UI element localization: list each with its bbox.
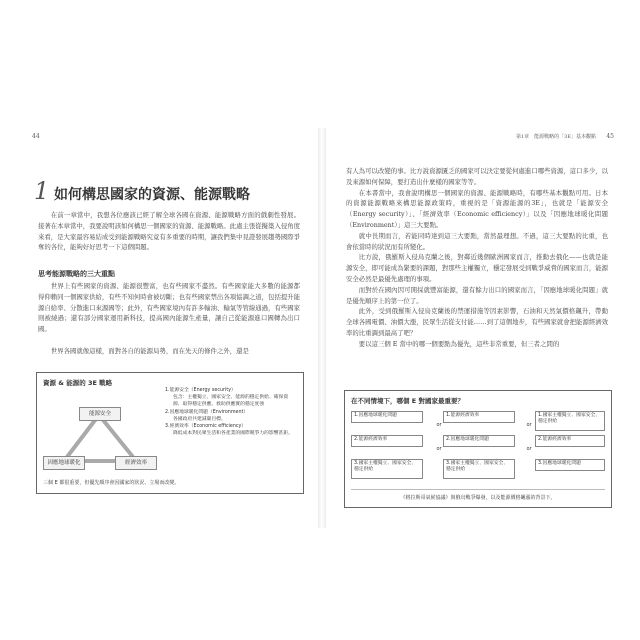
col-c-rank-3: 3.因應地球暖化問題 <box>535 459 605 471</box>
chapter-number: 1 <box>34 177 50 205</box>
page-number: 45 <box>606 133 614 140</box>
col-a-rank-1: 1.因應地球暖化問題 <box>351 411 423 423</box>
right-paragraph-6: 此外，受到俄羅斯入侵烏克蘭後的禁運措施等因素影響，石油和天然氣價格飆升，帶動全球各國電價、油價大漲，民眾生活從支付能……到了這個地步，有些國家就會把能源經濟效率的比重調到最高了吧？ <box>346 307 608 337</box>
triangle-edge-right <box>99 415 133 457</box>
intro-paragraph <box>38 210 300 266</box>
item-3-heading: 3.經濟效率（Economic efficiency） <box>165 424 247 430</box>
triangle-edge-left <box>67 415 99 457</box>
col-c-rank-1: 1.國家主權獨立、國家安全、穩定供給 <box>535 411 605 431</box>
book-spine-gutter <box>318 128 326 528</box>
right-paragraph-3: 就中長期而言，若能同時達到這三大要點，當然最理想。不過，這三大要點的比重，也會依當時的狀況而有所變化。 <box>346 231 608 251</box>
figure-3e-strategy <box>36 372 304 494</box>
right-paragraph-7: 要以這三個 E 當中的哪一個要點為優先，這些非常重要，但三者之間的 <box>358 339 560 348</box>
chapter-title: 如何構思國家的資源、能源戰略 <box>54 187 250 203</box>
right-paragraph-1: 有人為可以改變的事。比方說資源匱乏的國家可以決定要從何處進口哪些資源，這口多少，以及來源如何保障，要打造出什麼樣的國家等等。 <box>346 167 608 186</box>
figure-title: 在不同情境下，哪個 E 對國家最重要？ <box>351 397 464 405</box>
body-paragraph-1 <box>38 281 300 347</box>
figure-title: 資源 & 能源的 3E 戰略 <box>43 379 113 387</box>
col-c-rank-2: 2.能源經濟效率 <box>535 435 605 447</box>
running-head: 第1章 能源戰略的「3E」基本觀點 <box>515 134 596 140</box>
section-heading: 思考能源戰略的三大重點 <box>38 270 115 278</box>
item-1-detail: 包含：主權獨立、國家安全、能源的穩定供給、確保資源、取得穩定供應、救助供應實的穩定度強 <box>173 395 289 408</box>
or-label: or <box>436 446 442 452</box>
intro-text: 在前一章當中，我想各位應該已經了解全球各國在資源、能源戰略方面的戲劇性發展。接著在本章當中，我要說明該如何構思一個國家的資源、能源戰略。此處主張從擬築入侵角度來看，是大家最容易結成受到能源戰略究竟有多重要的時期，讓我們集中見證發展趨勢國際爭奪的各位，能夠好好思考一下這個問題。 <box>38 211 300 252</box>
node-climate: 因應地球暖化 <box>43 456 85 470</box>
figure-caption: 《格拉斯哥氣候協議》與俄烏戰爭爆發，以及能源價格飆漲的背景下。 <box>351 489 605 501</box>
chapter-title-block <box>34 178 304 204</box>
col-b-rank-3: 3.國家主權獨立、國家安全、穩定供給 <box>443 459 515 479</box>
left-page <box>24 128 314 528</box>
or-label: or <box>436 422 442 428</box>
col-a-rank-2: 2.能源經濟效率 <box>351 435 423 447</box>
right-page <box>332 128 622 528</box>
item-3-detail: 降低成本對民眾生活和各產業的國際競爭力的影響甚鉅。 <box>173 431 293 437</box>
node-economic-efficiency: 經濟效率 <box>115 456 157 470</box>
or-label: or <box>526 422 532 428</box>
figure-caption: 三個 E 都很重要，但優先順序會因國家的狀況、立場而改變。 <box>43 480 180 486</box>
right-paragraph-5: 而對於在國內因可開採就豐富能源，還有餘力出口的國家而言，「因應地球暖化問題」就是優先順序上的第一位了。 <box>346 285 608 305</box>
col-b-rank-1: 1.能源經濟效率 <box>443 411 515 423</box>
body-text-1: 世界上有些國家的資源、能源很豐富，也有些國家不盡然。有些國家能大多數的能源都得仰賴同一個國家供給，有些不知何時會被切斷；也有些國家禁出各項協調之道，包括提升能源自給率、分散進口來源國等；此外，有些國家境內有許多輸油、輸氣等管線通過，有些國家則被繞過；還有部分國家運用新科技，提高國內能源生產量，讓自己從能源進口國轉為出口國。 <box>38 282 300 334</box>
right-body-text <box>346 166 608 382</box>
right-paragraph-4: 比方說，俄羅斯入侵烏克蘭之後，對鄰近幾個歐洲國家而言，推動去俄化——也就是能源安全，即可能成為緊要的課題，對那些主權獨立，穩定發展受到戰爭威脅的國家而言，能源安全必然是最優先處理的事項。 <box>346 253 608 283</box>
item-2-heading: 2.因應地球暖化問題（Environment） <box>165 409 249 415</box>
node-energy-security: 能源安全 <box>79 407 121 421</box>
right-paragraph-2: 在本書當中，我會說明構思一個國家的資源、能源戰略時，有哪些基本觀點可用。日本的資源能源戰略來構思能源政策時，重視的是「資源能源的3E」，也就是「能源安全（Energy security）」、「經濟效率（Economic efficiency）」以及「因應地球暖化問題（Environment）」這三大要點。 <box>346 188 608 229</box>
page-number: 44 <box>32 133 40 140</box>
figure-item-list <box>165 387 297 437</box>
col-b-rank-2: 2.因應地球暖化問題 <box>443 435 515 447</box>
or-label: or <box>526 446 532 452</box>
body-paragraph-2 <box>38 346 300 358</box>
figure-scenario-priority <box>344 390 612 508</box>
item-2-detail: 各國政府共建減碳目標。 <box>173 416 226 422</box>
item-1-heading: 1.能源安全（Energy security） <box>165 388 236 393</box>
body-text-2: 世界各國就像這樣，面對各自的能源局勢，而在先天的條件之外，還是 <box>50 347 249 355</box>
col-a-rank-3: 3.國家主權獨立、國家安全、穩定供給 <box>351 459 423 479</box>
